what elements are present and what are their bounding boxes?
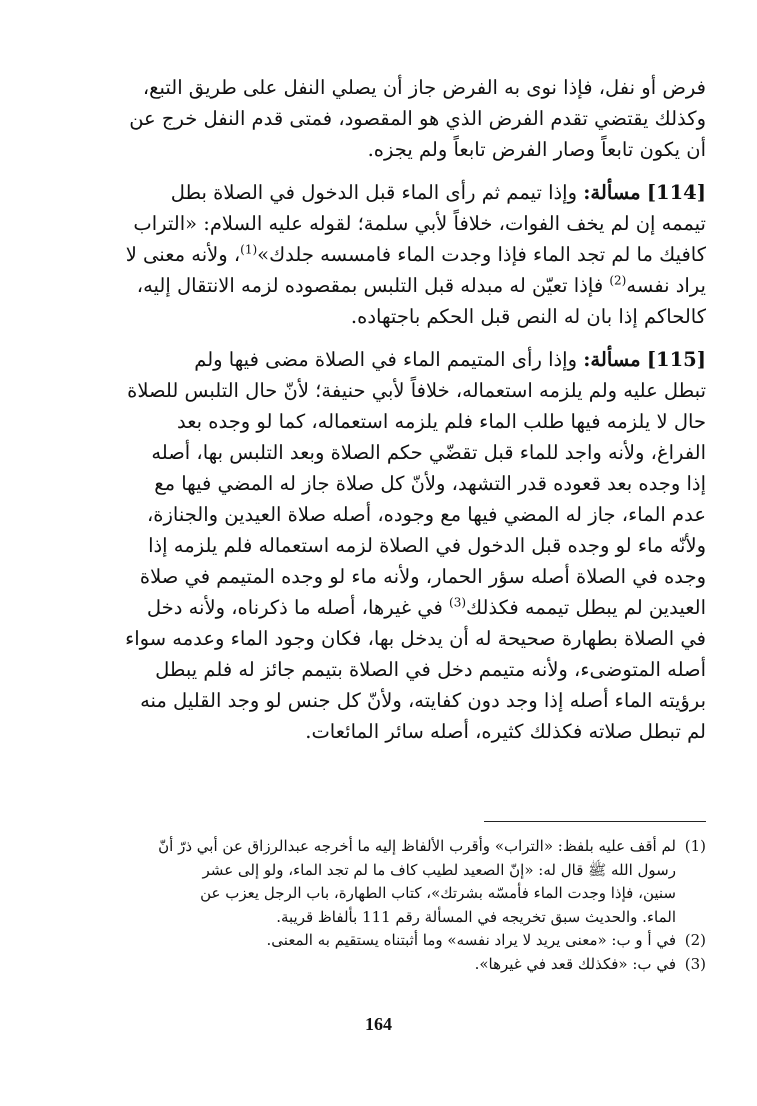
text-line: تيممه إن لم يخف الفوات، خلافاً لأبي سلمة؛ لقوله عليه السلام: «التراب (133, 212, 706, 235)
issue-number: [115] (646, 348, 706, 371)
issue-115 (58, 344, 706, 747)
issue-114 (58, 177, 706, 332)
footnote-line: في أ و ب: «معنى يريد لا يراد نفسه» وما أثبتناه يستقيم به المعنى. (266, 931, 676, 949)
text-segment: العيدين لم يبطل تيممه فكذلك (466, 596, 706, 619)
page-number: 164 (365, 1014, 392, 1034)
text-line: أصله المتوضىء، ولأنه متيمم دخل في الصلاة بتيمم جائز له فلم يبطل (155, 658, 706, 681)
footnote-body (58, 953, 676, 977)
text-line: كالحاكم إذا بان له النص قبل الحكم باجتهاده. (350, 305, 706, 328)
footnote-line: لم أقف عليه بلفظ: «التراب» وأقرب الألفاظ إليه ما أخرجه عبدالرزاق عن أبي ذرّ أنّ (158, 837, 676, 855)
text-line: عدم الماء، جاز له المضي فيها مع وجوده، أصله صلاة العيدين والجنازة، (146, 503, 706, 526)
text-line: ولأنّه ماء لو وجده قبل الدخول في الصلاة لزمه استعماله فلم يلزمه إذا (148, 534, 706, 557)
text-line: الفراغ، ولأنه واجد للماء قبل تقضّي حكم الصلاة وبعد التلبس بها، أصله (151, 441, 706, 464)
footnote-line: الماء. والحديث سبق تخريجه في المسألة رقم 111 بألفاظ قريبة. (276, 907, 676, 926)
footnote-ref-1[interactable]: (1) (240, 242, 258, 257)
footnote-divider (484, 821, 706, 822)
text-line: برؤيته الماء أصله إذا وجد دون كفايته، ولأنّ كل جنس لو وجد القليل منه (140, 689, 706, 712)
text-segment: ، ولأنه معنى لا (125, 243, 241, 266)
text-line: وكذلك يقتضي تقدم الفرض الذي هو المقصود، فمتى قدم النفل خرج عن (129, 107, 706, 130)
footnote-number: (3) (684, 954, 706, 973)
issue-label: مسألة: (583, 348, 641, 371)
text-line: في الصلاة بطهارة صحيحة له أن يدخل بها، فكان وجود الماء وعدمه سواء (125, 627, 706, 650)
text-segment: يراد نفسه (626, 274, 706, 297)
text-line (58, 177, 706, 208)
footnote-line: رسول الله ﷺ قال له: «إنّ الصعيد لطيب كاف ما لم تجد الماء، ولو إلى عشر (202, 860, 676, 879)
footnote-ref-3[interactable]: (3) (449, 595, 467, 610)
text-segment: كافيك ما لم تجد الماء فإذا وجدت الماء فامسسه جلدك» (257, 243, 706, 266)
paragraph-1 (58, 72, 706, 165)
footnote-2 (58, 929, 706, 953)
text-line: إذا وجده بعد قعوده قدر التشهد، ولأنّ كل صلاة جاز له المضي فيها مع (154, 472, 706, 495)
text-line (58, 344, 706, 375)
text-line: لم تبطل صلاته فكذلك كثيره، أصله سائر المائعات. (305, 720, 706, 743)
text-line: فرض أو نفل، فإذا نوى به الفرض جاز أن يصلي النفل على طريق التبع، (142, 76, 706, 99)
text-segment: فإذا تعيّن له مبدله قبل التلبس بمقصوده لزمه الانتقال إليه، (136, 274, 610, 297)
issue-label: مسألة: (583, 181, 641, 204)
footnote-body (58, 929, 676, 953)
footnote-3 (58, 953, 706, 977)
footnote-ref-2[interactable]: (2) (609, 273, 627, 288)
footnote-number: (1) (684, 837, 706, 855)
text-line: أن يكون تابعاً وصار الفرض تابعاً ولم يجزه. (367, 138, 706, 161)
text-line (58, 239, 706, 270)
text-segment: وإذا تيمم ثم رأى الماء قبل الدخول في الصلاة بطل (170, 181, 578, 204)
footnote-line: في ب: «فكذلك قعد في غيرها». (474, 954, 676, 973)
text-line (58, 270, 706, 301)
footnote-number: (2) (684, 931, 706, 949)
text-line: تبطل عليه ولم يلزمه استعماله، خلافاً لأبي حنيفة؛ لأنّ حال التلبس للصلاة (127, 379, 706, 402)
text-line (58, 592, 706, 623)
main-text (58, 72, 706, 747)
footnote-1 (58, 835, 706, 929)
text-segment: في غيرها، أصله ما ذكرناه، ولأنه دخل (146, 596, 450, 619)
footnotes (58, 835, 706, 976)
text-line: وجده في الصلاة أصله سؤر الحمار، ولأنه ماء لو وجده المتيمم في صلاة (139, 565, 706, 588)
text-line: حال لا يلزمه فيها طلب الماء فلم يلزمه استعماله، كما لو وجده بعد (177, 410, 706, 433)
footnote-body (58, 835, 676, 929)
issue-number: [114] (646, 181, 706, 204)
footnote-line: سنين، فإذا وجدت الماء فأمسّه بشرتك»، كتاب الطهارة، باب الرجل يعزب عن (200, 884, 676, 902)
text-segment: وإذا رأى المتيمم الماء في الصلاة مضى فيها ولم (194, 348, 578, 371)
